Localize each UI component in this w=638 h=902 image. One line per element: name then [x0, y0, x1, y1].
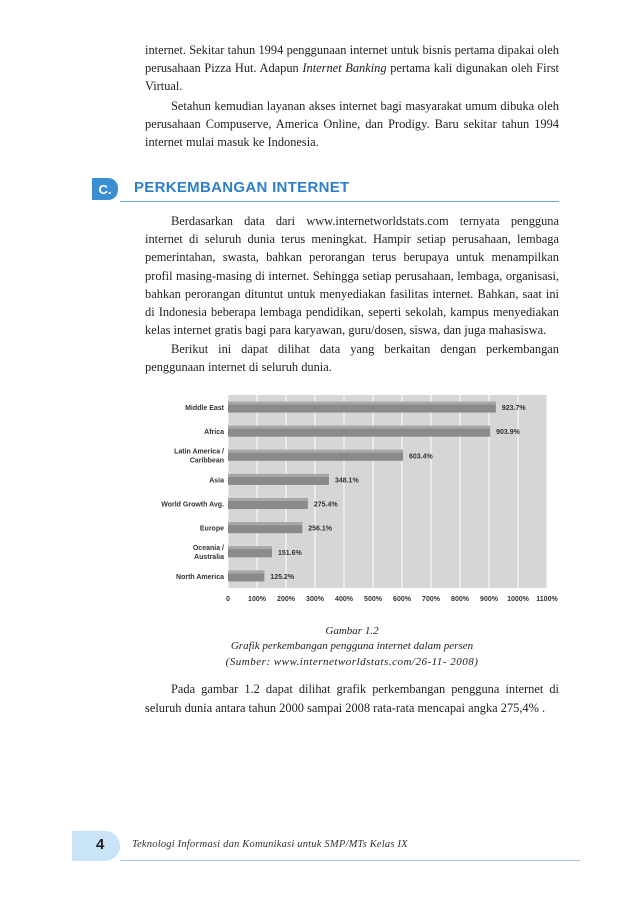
bar-highlight: [228, 426, 490, 429]
bar-highlight: [228, 498, 308, 501]
book-title: Teknologi Informasi dan Komunikasi untuk SMP/MTs Kelas IX: [132, 839, 408, 850]
section-paragraph-2: Berikut ini dapat dilihat data yang berkaitan dengan perkembangan penggunaan internet di seluruh dunia.: [145, 342, 559, 375]
closing-paragraph: Pada gambar 1.2 dapat dilihat grafik perkembangan pengguna internet di seluruh dunia antara tahun 2000 sampai 2008 rata-rata mencapai angka 275,4% .: [145, 682, 559, 715]
category-label: Asia: [209, 477, 224, 485]
category-label: North America: [176, 573, 224, 581]
x-tick-label: 100%: [248, 596, 266, 603]
section-title: PERKEMBANGAN INTERNET: [134, 179, 350, 196]
x-tick-label: 200%: [277, 596, 295, 603]
x-tick-label: 1000%: [507, 596, 529, 603]
bar-highlight: [228, 570, 264, 573]
growth-chart: [145, 385, 559, 617]
value-label: 903.9%: [496, 429, 520, 437]
category-label: World Growth Avg.: [161, 501, 224, 509]
section-paragraph-1: Berdasarkan data dari www.internetworldstats.com ternyata pengguna internet di seluruh dunia terus meningkat. Hampir setiap perusahaan, lembaga pemerintahan, swasta, bahkan perorangan terus berupaya untuk menampilkan profil masing-masing di internet. Sehingga setiap perusahaan, lembaga, organisasi, bahkan perorangan dituntut untuk menyediakan fasilitas internet. Bahkan, saat ini di Indonesia beberapa lembaga pendidikan, seperti sekolah, kampus menyediakan kelas internet gratis bagi para karyawan, guru/dosen, siswa, dan juga mahasiswa.: [145, 214, 559, 338]
category-label: Middle East: [185, 405, 224, 413]
intro-text-a: internet. Sekitar tahun 1994 penggunaan internet untuk bisnis pertama dipakai oleh perusahaan Pizza Hut. Adapun: [145, 43, 559, 76]
bar-highlight: [228, 402, 496, 405]
x-tick-label: 500%: [364, 596, 382, 603]
category-label: Europe: [199, 525, 224, 533]
x-tick-label: 400%: [335, 596, 353, 603]
section-divider: [120, 201, 559, 202]
category-label: Oceania / Australia: [192, 544, 224, 561]
intro-text-b: pertama kali digunakan oleh First Virtual.: [145, 61, 559, 94]
x-tick-label: 800%: [451, 596, 469, 603]
bar-highlight: [228, 522, 302, 525]
x-tick-label: 1100%: [536, 596, 558, 603]
bar-highlight: [228, 450, 403, 453]
bar-highlight: [228, 474, 329, 477]
footer-rule: [120, 860, 580, 861]
growth-chart-svg: [145, 385, 559, 617]
value-label: 923.7%: [501, 405, 526, 413]
intro-emphasis: Internet Banking: [302, 61, 387, 76]
page-number: 4: [96, 836, 105, 853]
x-tick-label: 600%: [393, 596, 411, 603]
bar-highlight: [228, 546, 272, 549]
intro-paragraph-2: Setahun kemudian layanan akses internet bagi masyarakat umum dibuka oleh perusahaan Compuserve, America Online, dan Prodigy. Baru sekitar tahun 1994 internet mulai masuk ke Indonesia.: [145, 99, 559, 150]
x-tick-label: 900%: [480, 596, 498, 603]
figure-number: [145, 624, 559, 639]
category-label: Africa: [204, 429, 224, 437]
figure-caption: Grafik perkembangan pengguna internet dalam persen: [230, 640, 474, 652]
x-tick-label: 0: [226, 596, 230, 603]
plot-background: [228, 395, 547, 588]
page-footer: [0, 831, 638, 861]
figure-label: Gambar 1.2: [325, 625, 379, 637]
figure-source: (Sumber: www.internetworldstats.com/26-11- 2008): [225, 656, 479, 668]
value-label: 125.2%: [270, 573, 295, 581]
value-label: 256.1%: [308, 525, 333, 533]
intro-paragraph-1: [145, 41, 559, 96]
x-tick-label: 300%: [306, 596, 324, 603]
section-badge: C.: [92, 178, 118, 200]
value-label: 348.1%: [334, 477, 359, 485]
x-tick-label: 700%: [422, 596, 440, 603]
value-label: 151.6%: [277, 549, 302, 557]
value-label: 603.4%: [408, 453, 433, 461]
category-label: Latin America / Caribbean: [174, 448, 224, 465]
value-label: 275.4%: [313, 501, 338, 509]
